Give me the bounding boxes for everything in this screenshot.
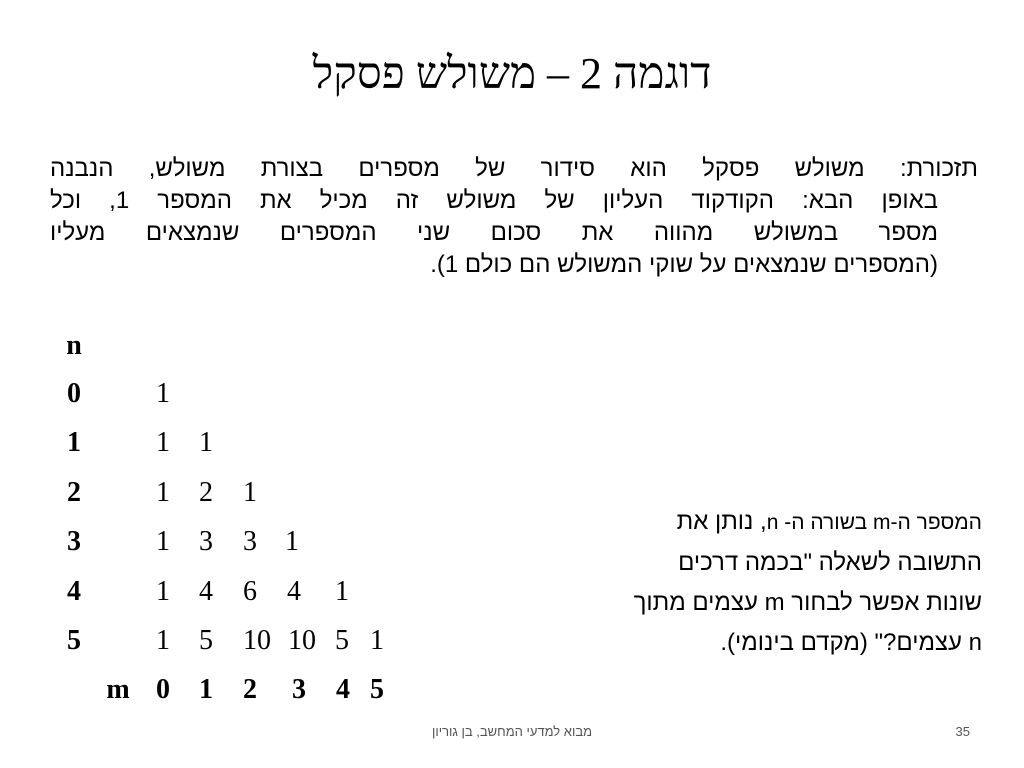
page-number: 35 bbox=[955, 724, 970, 739]
row-label: 3 bbox=[67, 526, 81, 557]
note-line: n עצמים?" (מקדם בינומי). bbox=[720, 629, 982, 656]
pascal-value: 1 bbox=[285, 526, 299, 557]
slide-title: דוגמה 2 – משולש פסקל bbox=[312, 49, 712, 98]
footer-course: מבוא למדעי המחשב, בן גוריון bbox=[431, 724, 593, 739]
m-value: 5 bbox=[370, 674, 384, 705]
note-line-end: , נותן את bbox=[676, 508, 767, 535]
pascal-value: 6 bbox=[243, 576, 257, 607]
note-line-start: המספר ה-m בשורה ה- n bbox=[766, 511, 982, 534]
note-line bbox=[490, 502, 982, 543]
row-label: 4 bbox=[67, 576, 81, 607]
m-value: 3 bbox=[292, 674, 306, 705]
pascal-value: 1 bbox=[156, 526, 170, 557]
m-axis-label: m bbox=[106, 674, 130, 705]
pascal-value: 2 bbox=[199, 477, 213, 508]
n-axis-label: n bbox=[66, 330, 82, 361]
row-label: 2 bbox=[67, 477, 81, 508]
paragraph-line: (המספרים שנמצאים על שוקי המשולש הם כולם 1). bbox=[430, 251, 938, 278]
paragraph-line: תזכורת: משולש פסקל הוא סידור של מספרים בצורת משולש, הנבנה bbox=[50, 155, 978, 182]
m-value: 1 bbox=[199, 674, 213, 705]
pascal-value: 1 bbox=[199, 427, 213, 458]
pascal-value: 3 bbox=[243, 526, 257, 557]
pascal-value: 4 bbox=[287, 576, 301, 607]
m-value: 4 bbox=[336, 674, 350, 705]
pascal-value: 3 bbox=[199, 526, 213, 557]
pascal-value: 1 bbox=[156, 378, 170, 409]
m-value: 2 bbox=[243, 674, 257, 705]
row-label: 0 bbox=[67, 378, 81, 409]
pascal-value: 1 bbox=[156, 625, 170, 656]
pascal-triangle bbox=[0, 0, 420, 720]
pascal-value: 4 bbox=[199, 576, 213, 607]
paragraph-line: מספר במשולש מהווה את סכום שני המספרים שנמצאים מעליו bbox=[50, 219, 938, 246]
binomial-note bbox=[490, 502, 982, 663]
note-line: התשובה לשאלה "בכמה דרכים bbox=[678, 549, 982, 576]
pascal-value: 1 bbox=[156, 477, 170, 508]
note-line: שונות אפשר לבחור m עצמים מתוך bbox=[633, 589, 982, 616]
pascal-value: 1 bbox=[156, 427, 170, 458]
pascal-value: 10 bbox=[243, 625, 271, 656]
m-value: 0 bbox=[156, 674, 170, 705]
pascal-value: 1 bbox=[370, 625, 384, 656]
row-label: 1 bbox=[67, 427, 81, 458]
pascal-value: 10 bbox=[288, 625, 316, 656]
row-label: 5 bbox=[67, 625, 81, 656]
pascal-value: 1 bbox=[335, 576, 349, 607]
pascal-value: 5 bbox=[335, 625, 349, 656]
pascal-value: 1 bbox=[156, 576, 170, 607]
pascal-value: 5 bbox=[199, 625, 213, 656]
pascal-value: 1 bbox=[243, 477, 257, 508]
paragraph-line: באופן הבא: הקודקוד העליון של משולש זה מכיל את המספר 1, וכל bbox=[50, 187, 938, 214]
